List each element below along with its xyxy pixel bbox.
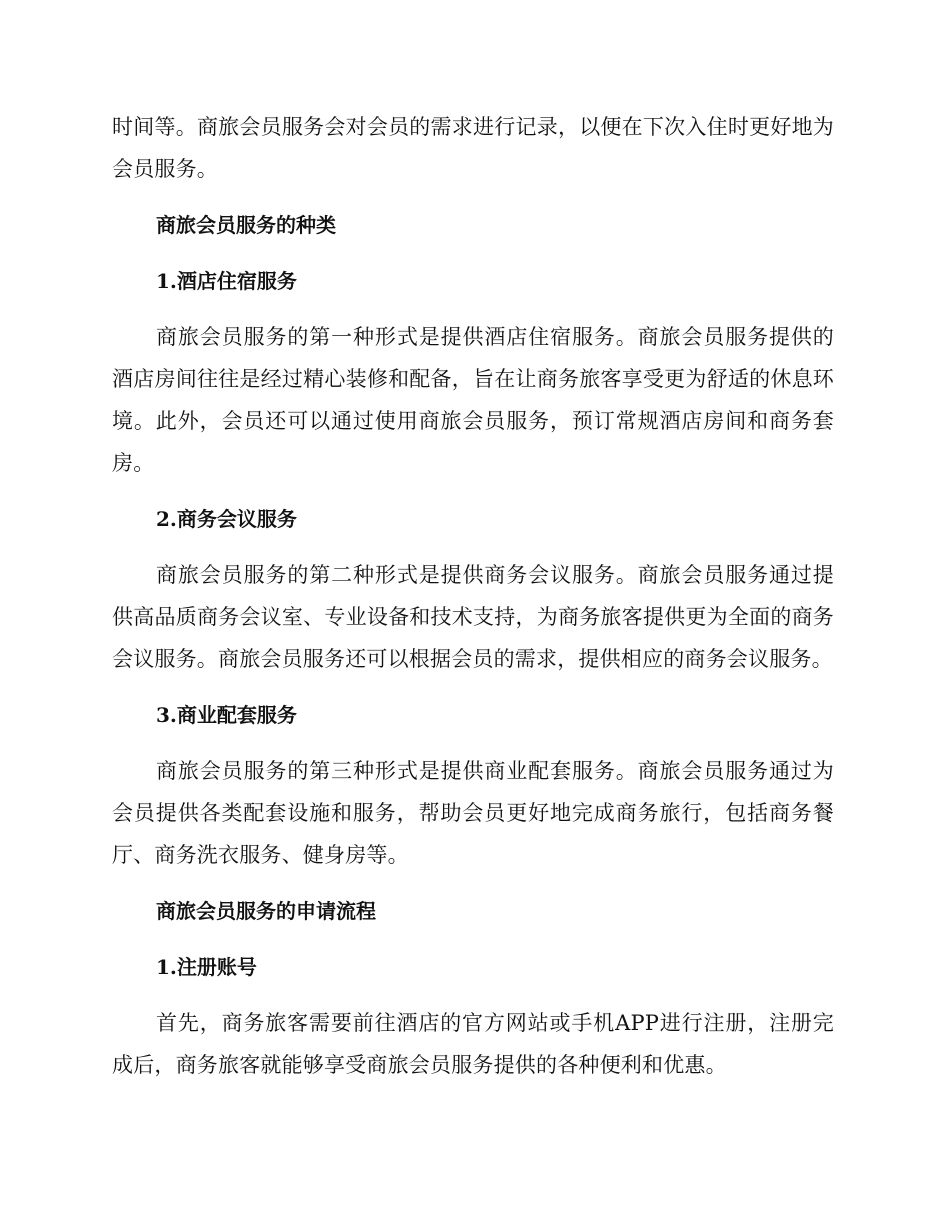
section-heading-types: 商旅会员服务的种类 [156,213,336,237]
subheading-meeting: 2.商务会议服务 [156,507,297,531]
spacer [112,484,834,498]
spacer [112,540,834,554]
document-page [112,106,834,1086]
spacer [112,680,834,694]
spacer [112,736,834,750]
spacer [112,876,834,890]
paragraph-continuation: 时间等。商旅会员服务会对会员的需求进行记录，以便在下次入住时更好地为会员服务。 [112,115,834,181]
paragraph-register: 首先，商务旅客需要前往酒店的官方网站或手机APP进行注册，注册完成后，商务旅客就能够享受商旅会员服务提供的各种便利和优惠。 [112,1011,834,1077]
subheading-register: 1.注册账号 [156,955,257,979]
spacer [112,302,834,316]
subheading-commercial: 3.商业配套服务 [156,703,297,727]
subheading-hotel: 1.酒店住宿服务 [156,269,297,293]
paragraph-meeting: 商旅会员服务的第二种形式是提供商务会议服务。商旅会员服务通过提供高品质商务会议室、专业设备和技术支持，为商务旅客提供更为全面的商务会议服务。商旅会员服务还可以根据会员的需求，提供相应的商务会议服务。 [112,563,834,671]
spacer [112,246,834,260]
spacer [112,932,834,946]
paragraph-hotel: 商旅会员服务的第一种形式是提供酒店住宿服务。商旅会员服务提供的酒店房间往往是经过精心装修和配备，旨在让商务旅客享受更为舒适的休息环境。此外，会员还可以通过使用商旅会员服务，预订常规酒店房间和商务套房。 [112,325,834,475]
paragraph-commercial: 商旅会员服务的第三种形式是提供商业配套服务。商旅会员服务通过为会员提供各类配套设施和服务，帮助会员更好地完成商务旅行，包括商务餐厅、商务洗衣服务、健身房等。 [112,759,834,867]
section-heading-apply: 商旅会员服务的申请流程 [156,899,376,923]
spacer [112,988,834,1002]
spacer [112,190,834,204]
